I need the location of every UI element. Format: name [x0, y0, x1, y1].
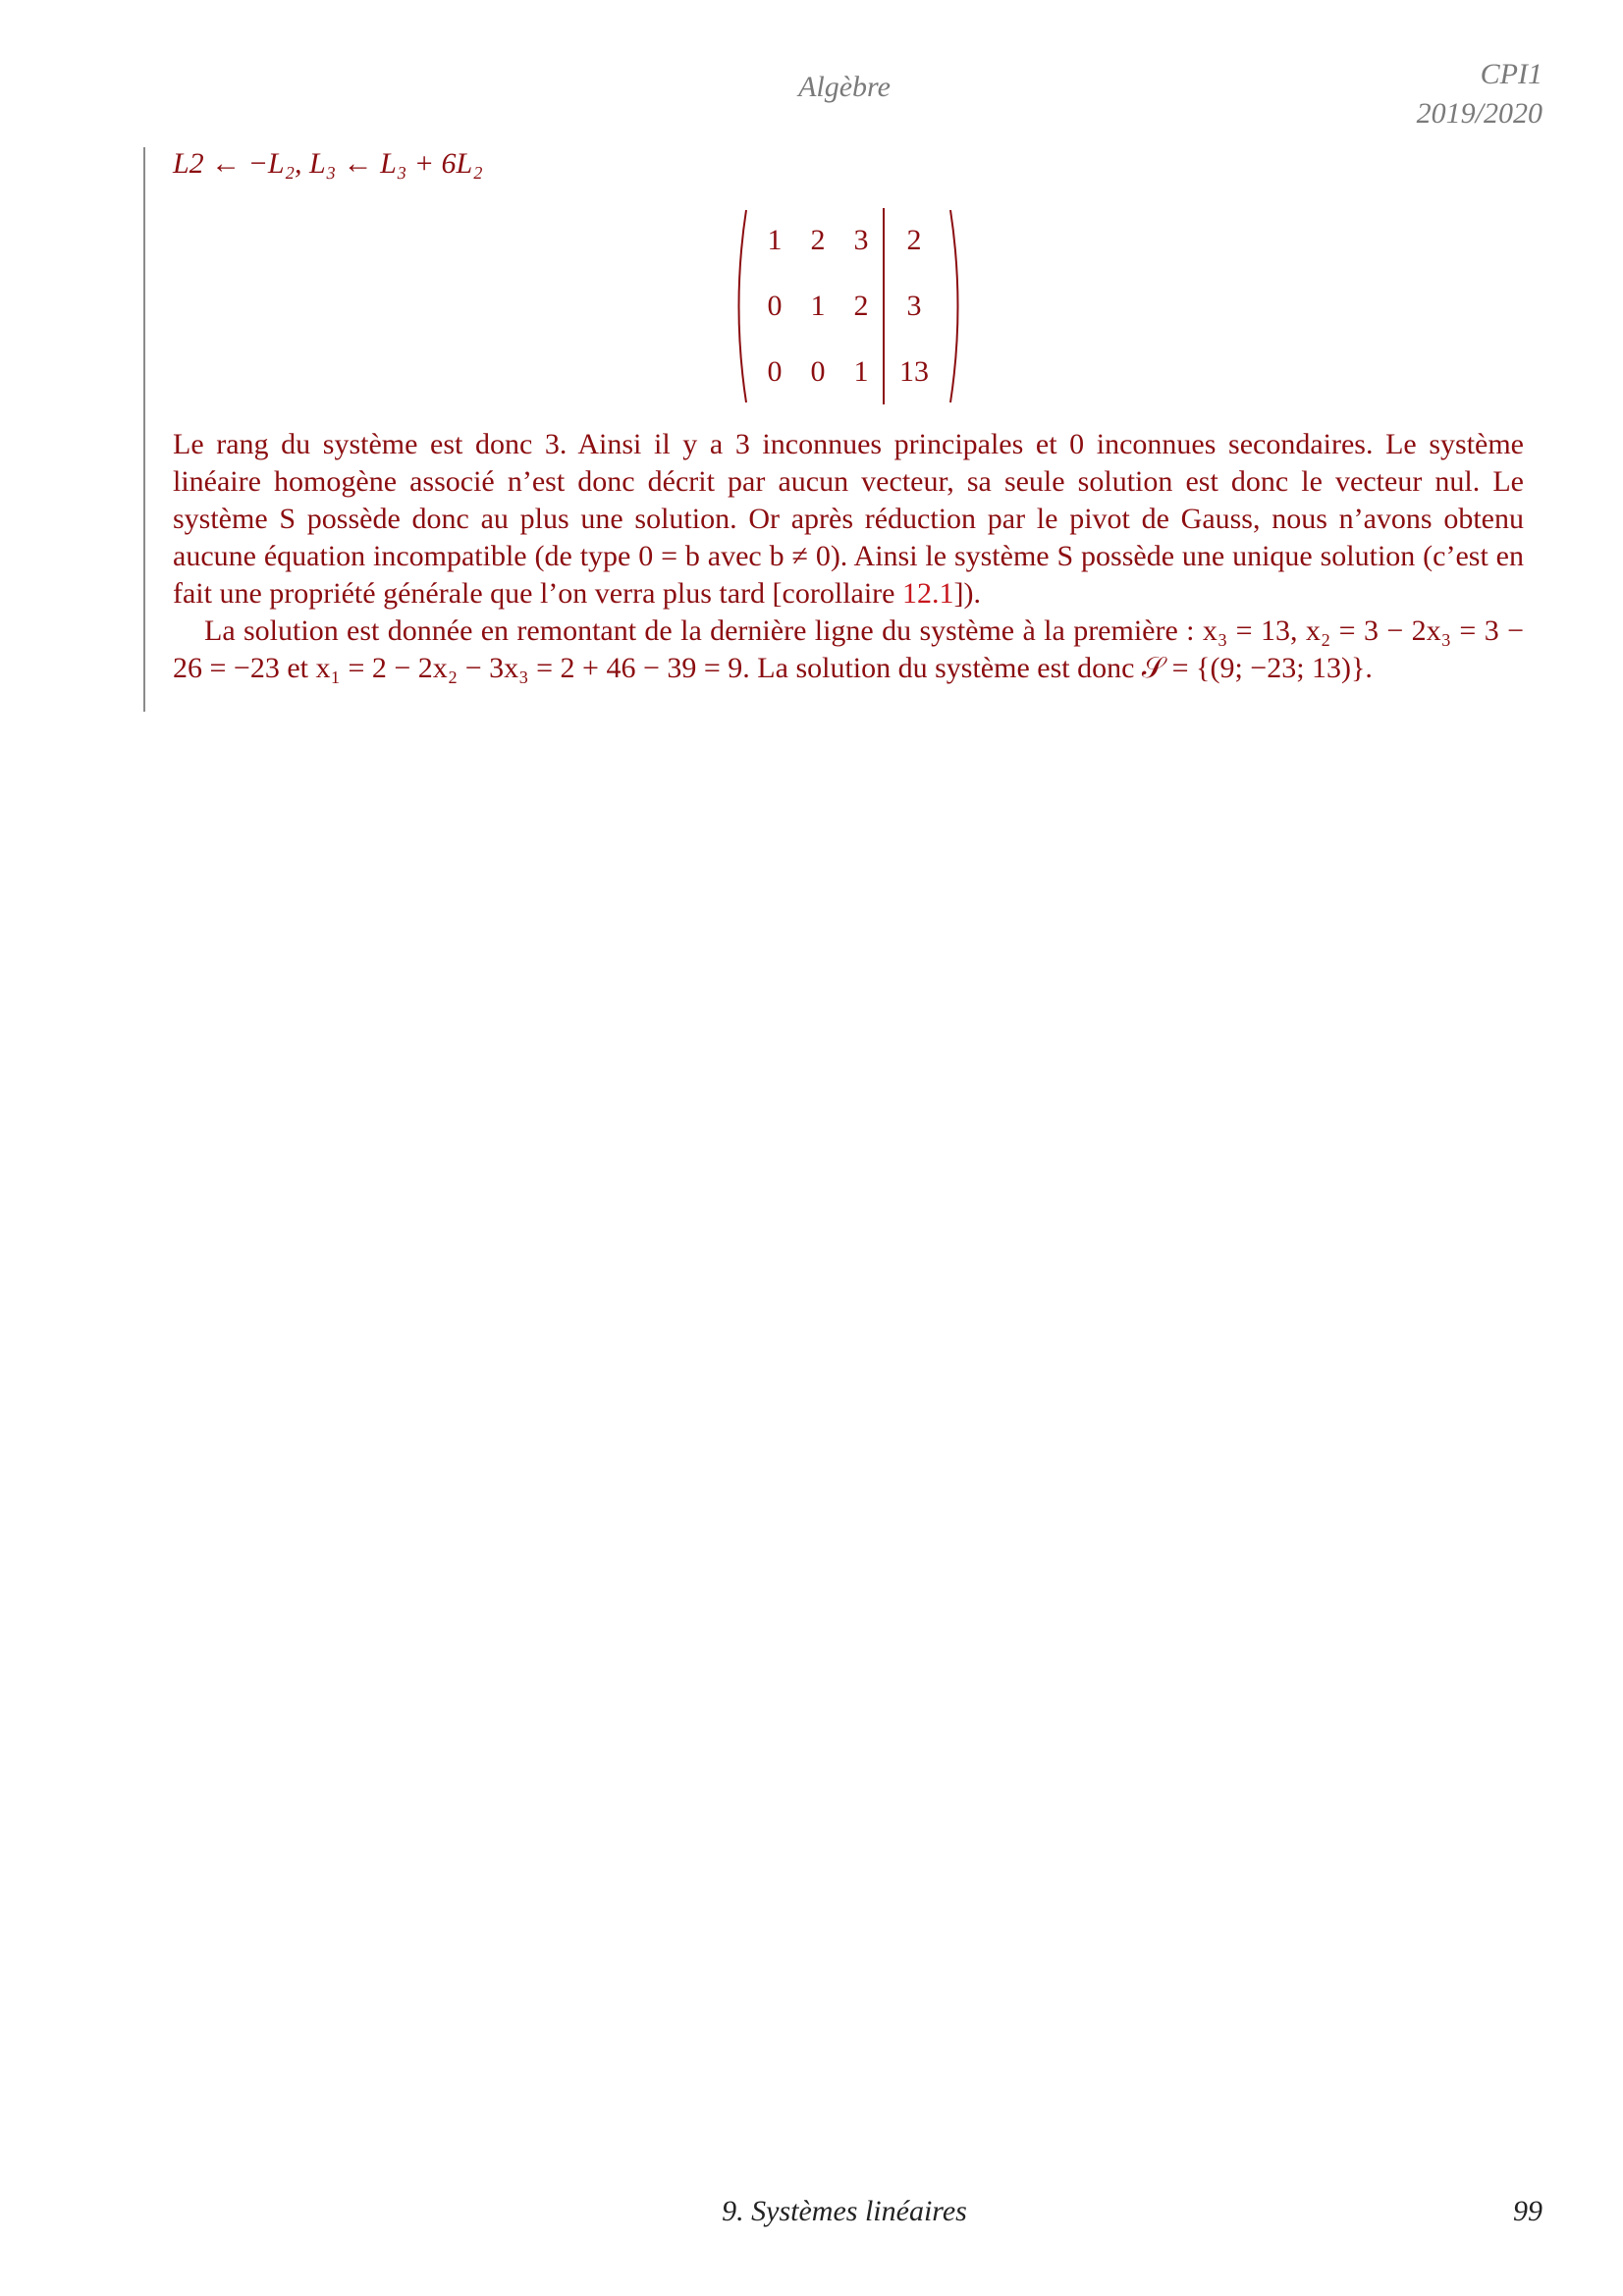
- matrix-cell: 1: [810, 289, 826, 322]
- matrix-cell: 0: [767, 354, 783, 388]
- paragraph-solution: La solution est donnée en remontant de la dernière ligne du système à la première : x₃ = 13, x₂ = 3 − 2x₃ = 3 − 26 = −23 et x₁ = 2 − 2x₂ − 3x₃ = 2 + 46 − 39 = 9. La solution du système est donc 𝒮 = {(9; −23; 13)}.: [173, 614, 1524, 684]
- augmented-matrix: [173, 208, 1524, 404]
- paragraph-rank: [173, 426, 1524, 613]
- row-operation-line: L2 ← −L₂, L₃ ← L₃ + 6L₂: [173, 147, 483, 180]
- page-number: 99: [1513, 2195, 1542, 2227]
- header-subject: Algèbre: [798, 71, 891, 103]
- matrix-cell: 3: [906, 289, 922, 322]
- matrix-cell: 2: [810, 224, 826, 257]
- footer-chapter: 9. Systèmes linéaires: [722, 2195, 967, 2227]
- matrix-cell: 1: [767, 224, 783, 257]
- header-course: CPI1: [1480, 58, 1542, 90]
- right-paren: [947, 208, 967, 404]
- matrix-cell: 2: [853, 289, 869, 322]
- left-paren: [730, 208, 749, 404]
- matrix-cell: 3: [853, 224, 869, 257]
- paragraph-rank-text: Le rang du système est donc 3. Ainsi il y a 3 inconnues principales et 0 inconnues secondaires. Le système linéaire homogène associé n’est donc décrit par aucun vecteur, sa seule solution est donc le vecteur nul. Le système S possède donc au plus une solution. Or après réduction par le pivot de Gauss, nous n’avons obtenu aucune équation incompatible (de type 0 = b avec b ≠ 0). Ainsi le système S possède une unique solution (c’est en fait une propriété générale que l’on verra plus tard [corollaire: [173, 428, 1524, 610]
- header-course-info: [1417, 55, 1542, 133]
- main-content: [173, 145, 1524, 687]
- corollary-link[interactable]: 12.1: [901, 577, 954, 610]
- matrix-cell: 1: [853, 354, 869, 388]
- matrix-cell: 2: [906, 224, 922, 257]
- matrix-cell: 0: [767, 289, 783, 322]
- margin-bar: [143, 147, 145, 712]
- header-year: 2019/2020: [1416, 97, 1542, 130]
- matrix-cell: 13: [899, 354, 929, 388]
- paragraph-rank-end: ]).: [953, 577, 981, 610]
- augmented-separator: [883, 208, 885, 404]
- matrix-cell: 0: [810, 354, 826, 388]
